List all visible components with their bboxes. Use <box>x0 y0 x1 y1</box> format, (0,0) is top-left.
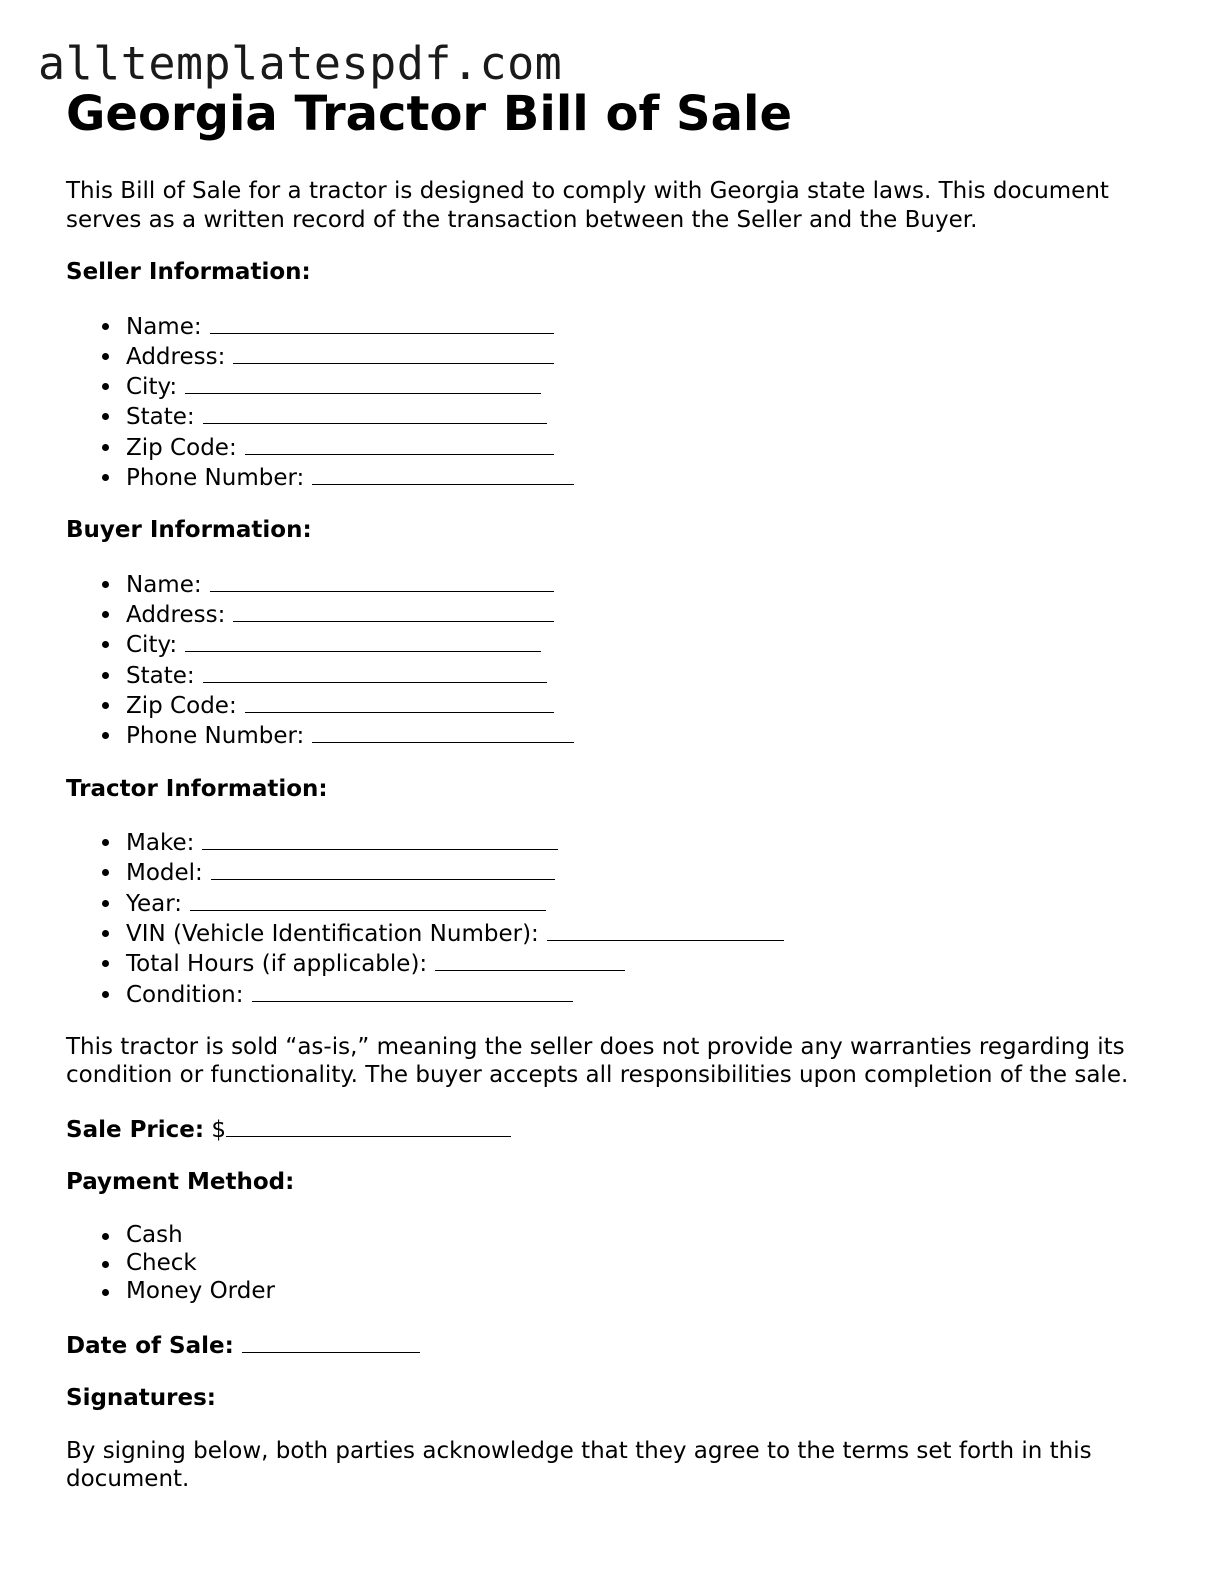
seller-zip-field: Zip Code: <box>126 432 1156 462</box>
seller-state-line[interactable] <box>203 401 547 424</box>
signatures-heading: Signatures: <box>66 1385 217 1412</box>
tractor-vin-field: VIN (Vehicle Identification Number): <box>126 918 1156 948</box>
seller-name-field: Name: <box>126 311 1156 341</box>
date-of-sale-row <box>66 1330 1156 1361</box>
buyer-phone-line[interactable] <box>312 720 574 743</box>
watermark-text: alltemplatespdf.com <box>38 37 563 90</box>
seller-phone-field: Phone Number: <box>126 462 1156 492</box>
seller-address-field: Address: <box>126 341 1156 371</box>
buyer-state-line[interactable] <box>203 660 547 683</box>
as-is-paragraph: This tractor is sold “as-is,” meaning the seller does not provide any warranties regarding its condition or functionality. The buyer accepts all responsibilities upon completion of the sale. <box>66 1033 1129 1089</box>
buyer-zip-field: Zip Code: <box>126 690 1156 720</box>
intro-paragraph: This Bill of Sale for a tractor is designed to comply with Georgia state laws. This document serves as a written record of the transaction between the Seller and the Buyer. <box>66 178 1109 233</box>
seller-name-line[interactable] <box>210 311 554 334</box>
tractor-year-field: Year: <box>126 888 1156 918</box>
tractor-make-line[interactable] <box>202 827 558 850</box>
seller-phone-line[interactable] <box>312 462 574 485</box>
buyer-heading: Buyer Information: <box>66 517 312 544</box>
tractor-condition-field: Condition: <box>126 979 1156 1009</box>
date-of-sale-label: Date of Sale: <box>66 1332 234 1359</box>
buyer-city-field: City: <box>126 629 1156 659</box>
tractor-heading: Tractor Information: <box>66 775 328 802</box>
seller-address-line[interactable] <box>233 341 554 364</box>
tractor-hours-field: Total Hours (if applicable): <box>126 948 1156 978</box>
sale-price-row <box>66 1114 1156 1145</box>
tractor-year-line[interactable] <box>190 888 546 911</box>
tractor-condition-line[interactable] <box>252 979 573 1002</box>
document-page <box>66 86 1156 1494</box>
seller-city-line[interactable] <box>185 371 541 394</box>
buyer-name-field: Name: <box>126 569 1156 599</box>
payment-option-cash: Cash <box>126 1221 1156 1249</box>
buyer-phone-field: Phone Number: <box>126 720 1156 750</box>
seller-heading: Seller Information: <box>66 259 311 285</box>
currency-symbol: $ <box>211 1116 227 1143</box>
payment-option-check: Check <box>126 1249 1156 1277</box>
tractor-make-field: Make: <box>126 827 1156 857</box>
buyer-name-line[interactable] <box>210 569 554 592</box>
buyer-state-field: State: <box>126 660 1156 690</box>
payment-heading: Payment Method: <box>66 1169 295 1196</box>
buyer-address-field: Address: <box>126 599 1156 629</box>
buyer-city-line[interactable] <box>185 629 541 652</box>
tractor-model-line[interactable] <box>211 857 555 880</box>
page-title: Georgia Tractor Bill of Sale <box>66 86 792 142</box>
seller-zip-line[interactable] <box>245 432 554 455</box>
payment-options <box>66 1221 1156 1306</box>
buyer-zip-line[interactable] <box>245 690 554 713</box>
tractor-vin-line[interactable] <box>547 918 784 941</box>
seller-state-field: State: <box>126 401 1156 431</box>
sale-price-line[interactable] <box>226 1114 511 1137</box>
buyer-fields <box>66 569 1156 751</box>
tractor-hours-line[interactable] <box>435 948 625 971</box>
tractor-fields <box>66 827 1156 1009</box>
sale-price-label: Sale Price: <box>66 1116 205 1143</box>
seller-city-field: City: <box>126 371 1156 401</box>
tractor-model-field: Model: <box>126 857 1156 887</box>
signatures-paragraph: By signing below, both parties acknowledge that they agree to the terms set forth in this document. <box>66 1437 1092 1493</box>
payment-option-money-order: Money Order <box>126 1277 1156 1305</box>
date-of-sale-line[interactable] <box>242 1330 420 1353</box>
buyer-address-line[interactable] <box>233 599 554 622</box>
seller-fields <box>66 311 1156 493</box>
